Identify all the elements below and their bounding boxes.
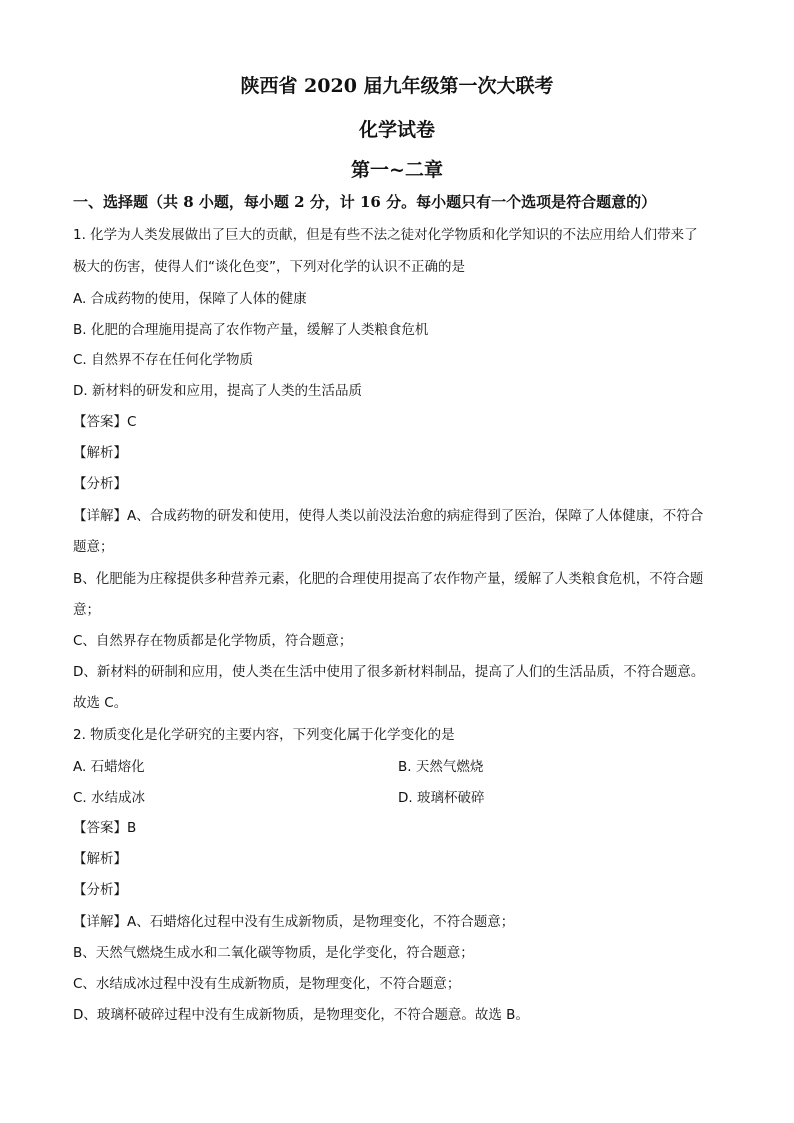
q1-analysis-label: 【解析】: [73, 445, 127, 461]
exam-subject: 化学试卷: [358, 119, 435, 141]
q2-option-c: C. 水结成冰: [73, 790, 146, 806]
q2-detail-a: 【详解】A、石蜡熔化过程中没有生成新物质，是物理变化，不符合题意；: [73, 914, 515, 930]
q1-stem-line1: 1. 化学为人类发展做出了巨大的贡献，但是有些不法之徒对化学物质和化学知识的不法应用给人们带来了: [73, 227, 698, 243]
q1-option-d: D. 新材料的研发和应用，提高了人类的生活品质: [73, 383, 362, 399]
q2-option-d: D. 玻璃杯破碎: [398, 790, 485, 806]
q1-answer: 【答案】C: [73, 414, 137, 430]
q2-fenxi-label: 【分析】: [73, 882, 127, 898]
q1-option-b: B. 化肥的合理施用提高了农作物产量，缓解了人类粮食危机: [73, 322, 429, 338]
q1-detail-a-line1: 【详解】A、合成药物的研发和使用，使得人类以前没法治愈的病症得到了医治，保障了人体健康，不符合: [73, 508, 704, 524]
q1-fenxi-label: 【分析】: [73, 476, 127, 492]
q1-option-a: A. 合成药物的使用，保障了人体的健康: [73, 291, 307, 307]
q1-detail-b-line2: 意；: [73, 602, 100, 618]
exam-title: 陕西省 2020 届九年级第一次大联考: [240, 75, 554, 97]
q2-stem: 2. 物质变化是化学研究的主要内容，下列变化属于化学变化的是: [73, 727, 455, 743]
q2-analysis-label: 【解析】: [73, 851, 127, 867]
q1-detail-d: D、新材料的研制和应用，使人类在生活中使用了很多新材料制品，提高了人们的生活品质，不符合题意。: [73, 664, 705, 680]
exam-chapter: 第一~二章: [351, 159, 443, 181]
q2-option-b: B. 天然气燃烧: [398, 759, 484, 775]
q2-detail-c: C、水结成冰过程中没有生成新物质，是物理变化，不符合题意；: [73, 976, 461, 992]
q2-answer: 【答案】B: [73, 820, 137, 836]
q2-detail-b: B、天然气燃烧生成水和二氧化碳等物质，是化学变化，符合题意；: [73, 945, 474, 961]
q1-conclusion: 故选 C。: [73, 695, 128, 711]
q1-detail-b-line1: B、化肥能为庄稼提供多种营养元素，化肥的合理使用提高了农作物产量，缓解了人类粮食危机，不符合题: [73, 571, 704, 587]
q2-option-a: A. 石蜡熔化: [73, 759, 145, 775]
section-heading: 一、选择题（共 8 小题，每小题 2 分，计 16 分。每小题只有一个选项是符合题意的）: [73, 193, 657, 211]
q2-detail-d: D、玻璃杯破碎过程中没有生成新物质，是物理变化，不符合题意。故选 B。: [73, 1007, 529, 1023]
q1-option-c: C. 自然界不存在任何化学物质: [73, 352, 254, 368]
q1-stem-line2: 极大的伤害，使得人们“谈化色变”，下列对化学的认识不正确的是: [73, 259, 465, 275]
q1-detail-a-line2: 题意；: [73, 539, 114, 555]
q1-detail-c: C、自然界存在物质都是化学物质，符合题意；: [73, 633, 353, 649]
